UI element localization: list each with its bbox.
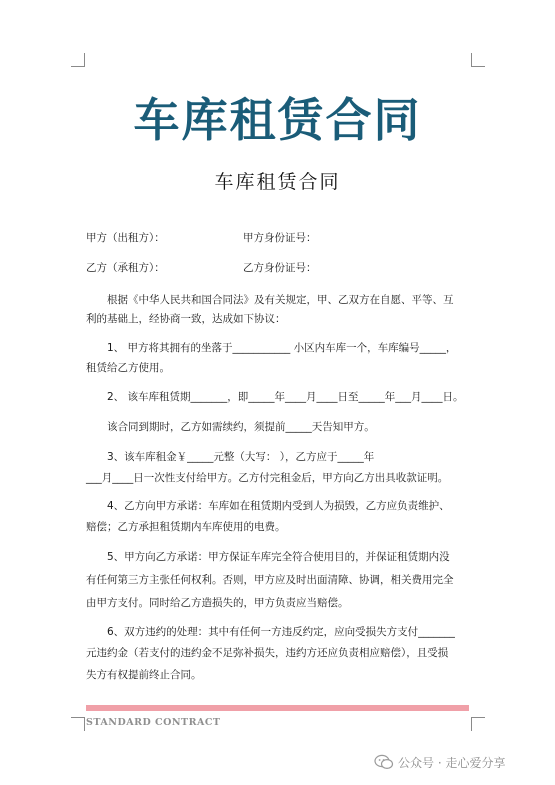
clause-3-line: 3、该车库租金￥_____元整（大写： ），乙方应于_____年 <box>107 451 375 463</box>
party-a-row <box>86 231 472 245</box>
clause-6-line: 失方有权提前终止合同。 <box>86 669 202 681</box>
document-banner-title: 车库租赁合同 <box>133 93 422 147</box>
footer-accent-bar <box>86 705 469 711</box>
party-a-id-label: 甲方身份证号： <box>243 232 317 244</box>
clause-1-line: 租赁给乙方使用。 <box>86 362 170 374</box>
clause-5-line: 有任何第三方主张任何权利。否则，甲方应及时出面清障、协调，相关费用完全 <box>86 574 454 586</box>
paragraph-line: 利的基础上，经协商一致，达成如下协议： <box>86 313 286 325</box>
crop-mark-bottom-left <box>71 717 85 731</box>
clause-3-line: ___月____日一次性支付给甲方。乙方付完租金后，甲方向乙方出具收款证明。 <box>86 472 449 484</box>
clause-4-line: 4、乙方向甲方承诺：车库如在租赁期内受到人为损毁，乙方应负责维护、 <box>107 500 450 512</box>
party-a-label: 甲方（出租方）： <box>86 232 165 244</box>
party-b-row <box>86 261 472 275</box>
crop-mark-top-right <box>471 53 485 67</box>
footer-label: STANDARD CONTRACT <box>86 717 221 728</box>
clause-4-line: 赔偿；乙方承担租赁期内车库使用的电费。 <box>86 521 286 533</box>
paragraph-line: 根据《中华人民共和国合同法》及有关规定，甲、乙双方在自愿、平等、互 <box>107 294 454 306</box>
party-b-label: 乙方（承租方）： <box>86 262 165 274</box>
clause-2-line: 2、 该车库租赁期_______，即_____年____月____日至_____年___月____日。 <box>107 391 464 403</box>
clause-6-line: 6、双方违约的处理：其中有任何一方违反约定，应向受损失方支付_______ <box>107 626 455 638</box>
watermark <box>374 752 505 772</box>
document-subtitle: 车库租赁合同 <box>214 171 341 193</box>
clause-5-line: 5、甲方向乙方承诺：甲方保证车库完全符合使用目的，并保证租赁期内没 <box>107 551 450 563</box>
crop-mark-bottom-right <box>471 717 485 731</box>
watermark-text: 公众号 · 走心爱分享 <box>398 755 506 770</box>
clause-2-line: 该合同到期时，乙方如需续约，须提前_____天告知甲方。 <box>107 421 375 433</box>
clause-5-line: 由甲方支付。同时给乙方造损失的，甲方负责应当赔偿。 <box>86 597 349 609</box>
clause-1-line: 1、 甲方将其拥有的坐落于___________ 小区内车库一个，车库编号_____， <box>107 342 457 354</box>
wechat-icon <box>374 754 394 770</box>
clause-6-line: 元违约金（若支付的违约金不足弥补损失，违约方还应负责相应赔偿），且受损 <box>86 647 449 659</box>
crop-mark-top-left <box>71 53 85 67</box>
party-b-id-label: 乙方身份证号： <box>243 262 317 274</box>
